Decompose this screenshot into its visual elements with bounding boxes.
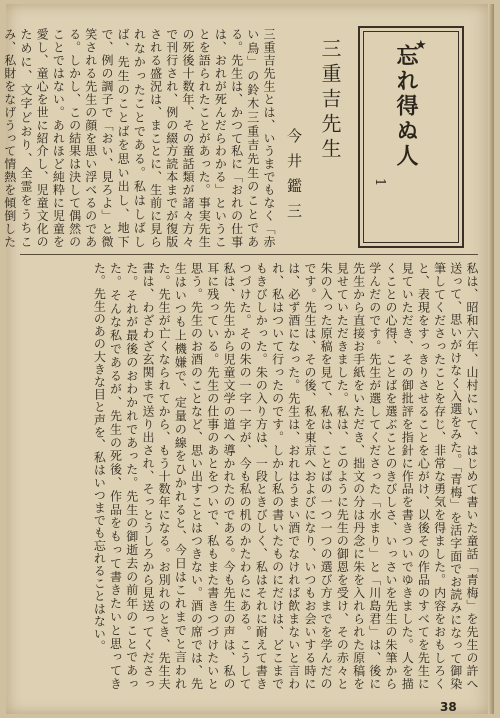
- body-text-top: 三重吉先生とは、いうまでもなく「赤い鳥」の鈴木三重吉先生のことである。先生は、かつて私に「おれの仕事は、おれが死んだらわかる」ということを語られたことがあった。事実先生の死後十数年、その童話類が諸々方々で刊行され、例の綴方読本までが復版される盛況は、まことに、生前に見られなかったことである。私はしばしば、先生のことばを思い出し、地下で、例の調子で「おい、見ろよ」と微笑される先生の顔を思い浮べるのである。しかし、この結果は決して偶然のことではない。あれほど純粋に児童を愛し、童心を世に紹介し、児童文化のために、文字どおり、全霊をうちこみ、私財をなげうって情熱を傾倒した: [2, 28, 276, 248]
- star-icon: ★: [415, 38, 427, 53]
- section-divider: [20, 254, 478, 255]
- series-number: 1: [372, 178, 387, 187]
- body-text-bottom: 私は、昭和六年、山村にいて、はじめて書いた童話「青梅」を先生の許へ送って、思いがけなく入選をみた。「青梅」を活字面でお読みになって御染筆してくださったことを存じ、非常な勇気を得ました。内容をおもしろくと、表現をすっきりさせることを心がけ、以後その作品のすべてを先生に見ていただき、その御批評を指針に作品を書きついでゆきました。人を描くことの心得、ことばを選ぶことのきびしさ、いっさいを先生の朱筆から学んだのです。先生が選してくださった「水まり」と「川島君」は、後に先生から直接お手紙をいただき、拙文の分は丹念に朱を入れられた原稿を見せていただきました。私は、このように先生の御恩を受け、その赤々と朱の入った原稿を見て、私は、ことばの一つ一つの選び方までを学んだのです。先生は、その後、私を東京へおよびになり、いつもお会いする時には、必ず酒になった。先生は、おれはうまい酒でなければ飲まないと言われ、私はついて行ったのです。しかし私の書いたものにだけは、どこまでもきびしかった。朱の入り方は、一段ときびしく、私はそれに耐えて書きつづけた。その朱の一字一字が、今も私の机のかたわらにある。こうして私は、先生から児童文学の道へ導かれたのである。今も先生の声は、私の耳に残っている。先生の仕事のあとをついで、私もまた書きつづけたいと思う。先生のお酒のことなど、思い出すことはつきない。酒の席では、先生はいつも上機嫌で、定量の線をひかれると、今日はこれまでと言われた。先生が亡くなられてから、もう十数年になる。お別れのとき、先生夫書は、わざわざ玄関まで送り出され、そっとうしろから見送ってくださった。それが最後のおわかれであった。先生の御逝去の前年のことであった。そんな私であるが、先生の死後、作品をもって書きたいと思ってきた。先生のあの大きな目と声を、私はいつまでも忘れることはない。: [92, 262, 479, 690]
- page-edge-right: [488, 4, 494, 714]
- article-title: 三重吉先生: [318, 38, 342, 163]
- page-number: 38: [440, 700, 457, 714]
- series-title: 忘れ得ぬ人: [393, 44, 418, 169]
- author-name: 今井鑑三: [285, 128, 303, 228]
